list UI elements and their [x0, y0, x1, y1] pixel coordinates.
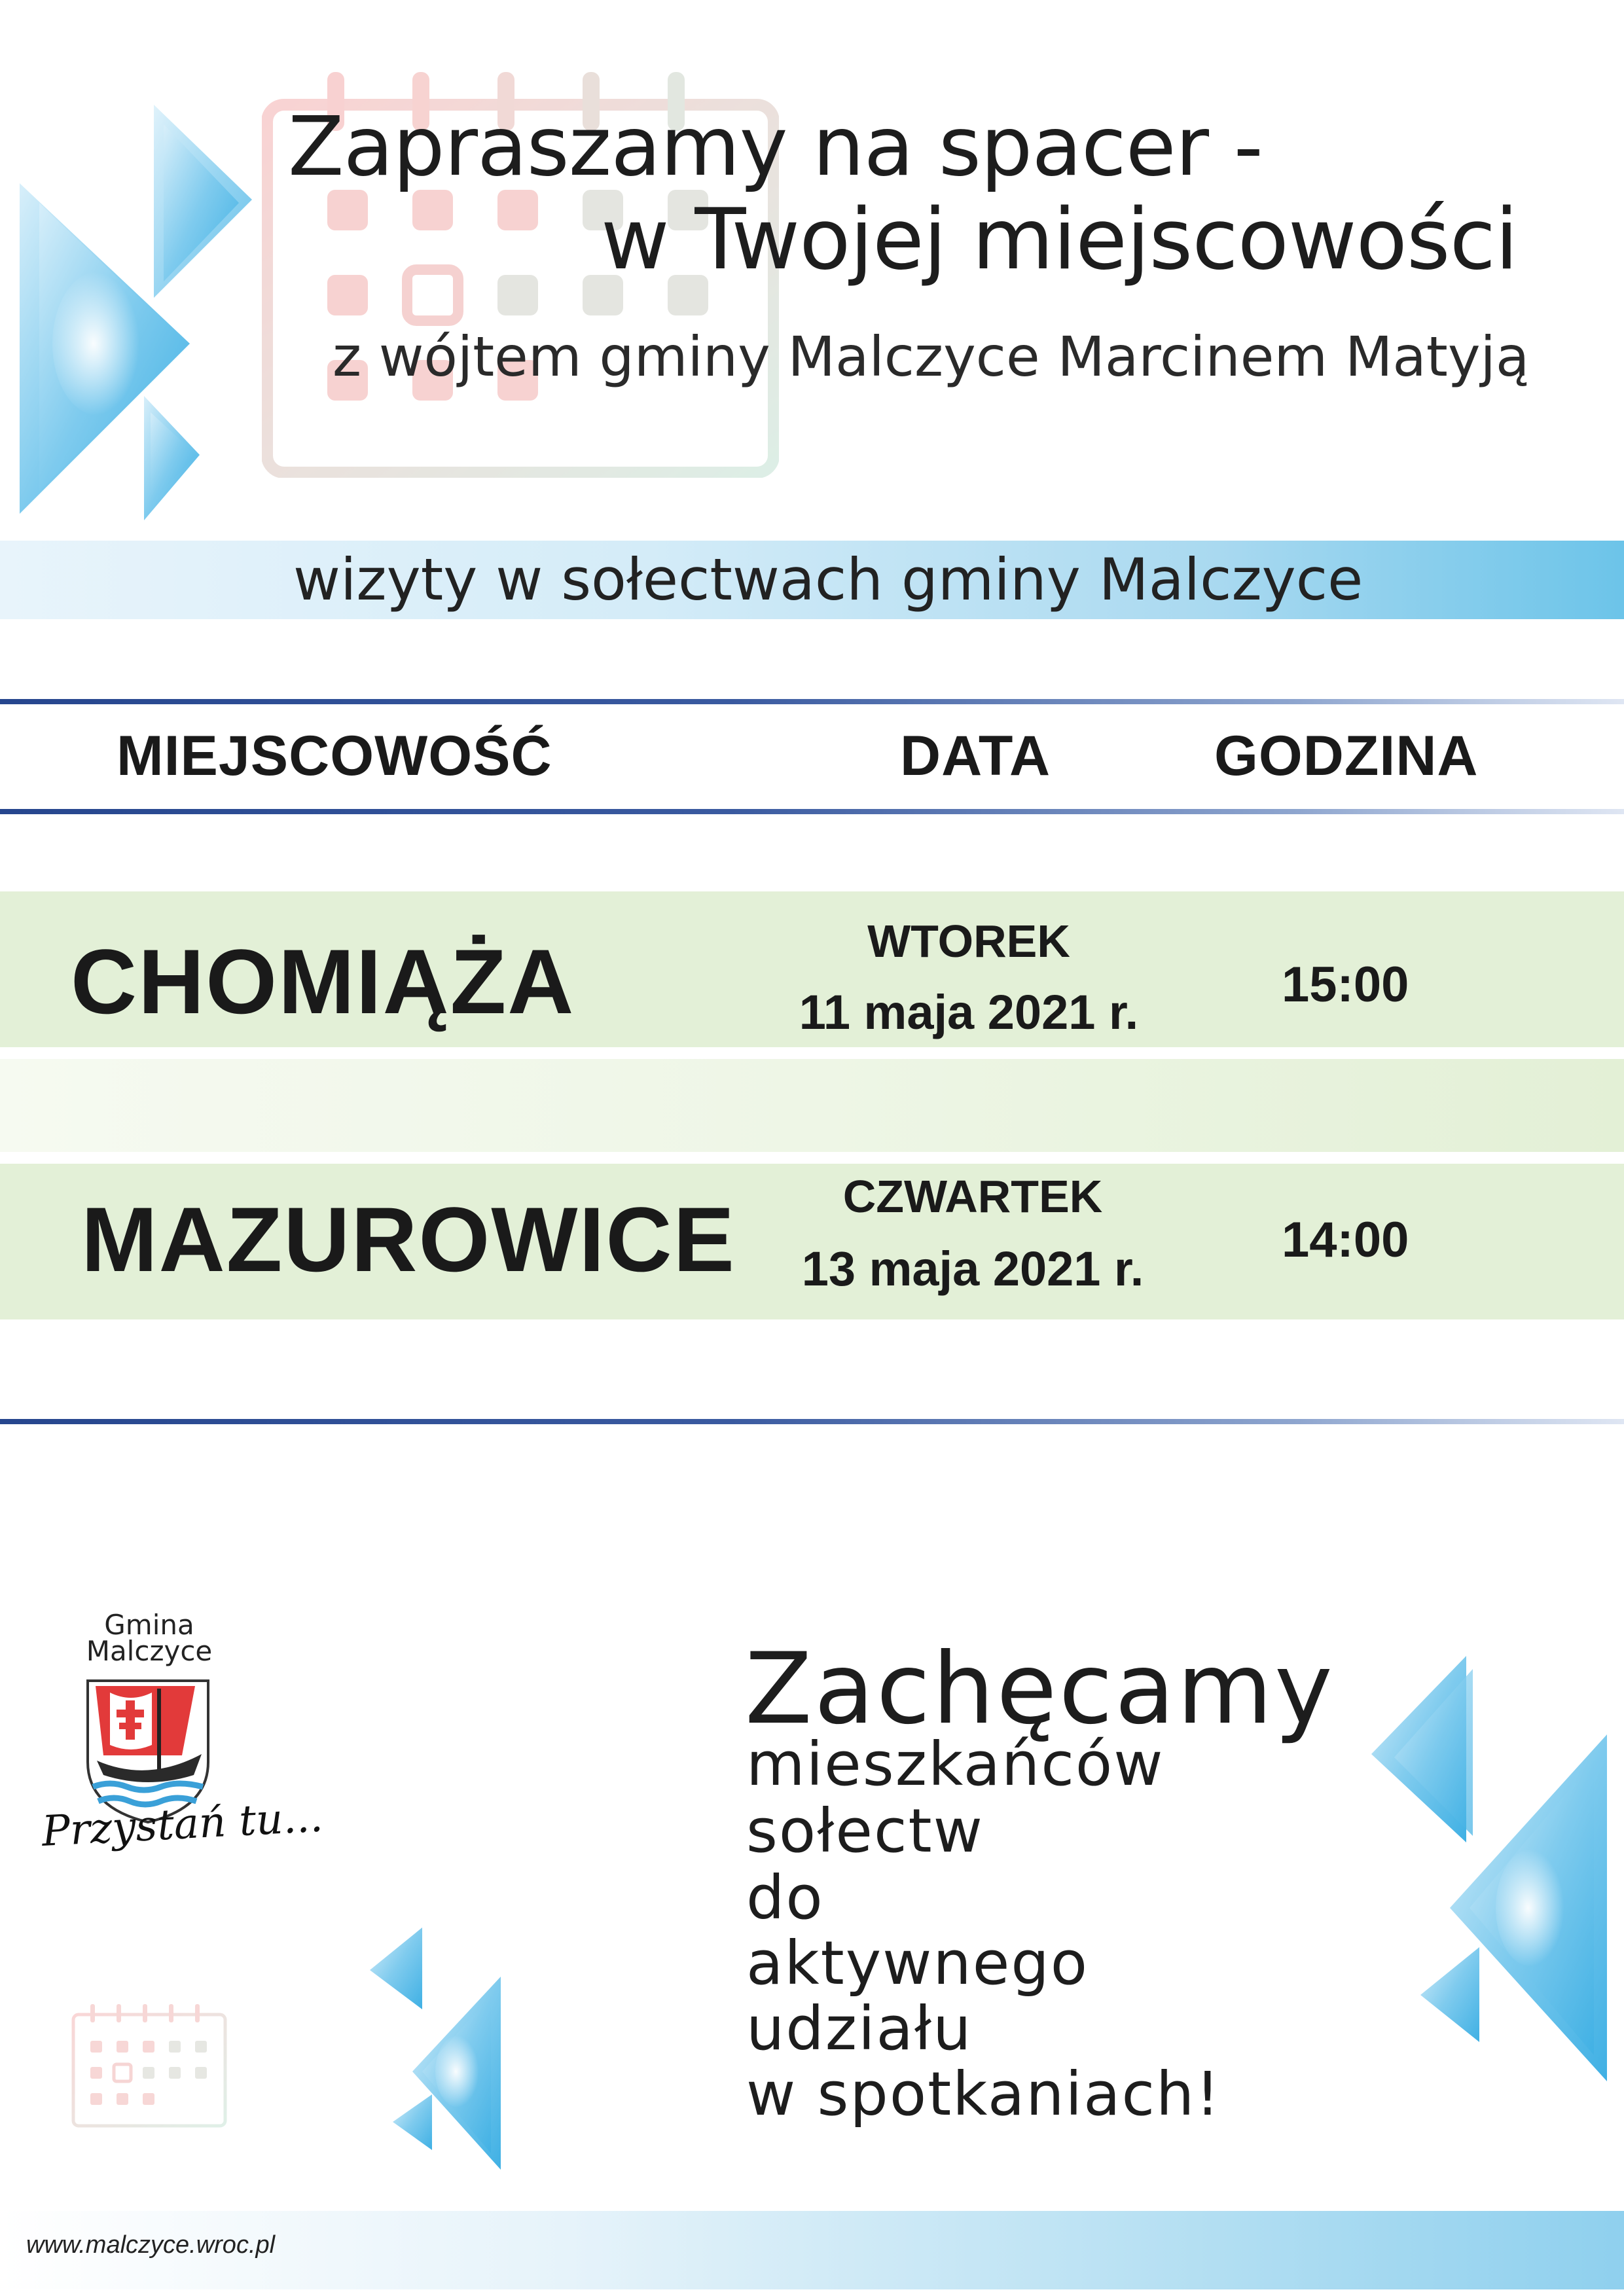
row-day: WTOREK: [867, 916, 1070, 967]
triangle-decoration: [367, 1924, 511, 2173]
column-header-date: DATA: [900, 725, 1051, 787]
page-title-line1: Zapraszamy na spacer -: [288, 99, 1263, 194]
encouragement-line: mieszkańców: [746, 1729, 1164, 1799]
encouragement-line: aktywnego: [746, 1928, 1089, 1998]
row-separator: [0, 1059, 1624, 1152]
page-title-line2: w Twojej miejscowości: [601, 191, 1518, 289]
header-bottom-rule: [0, 809, 1624, 814]
footer-url-link[interactable]: www.malczyce.wroc.pl: [26, 2231, 276, 2259]
triangle-decoration: [13, 98, 262, 524]
column-header-place: MIEJSCOWOŚĆ: [117, 725, 552, 787]
calendar-icon: [71, 2004, 228, 2128]
encouragement-line: sołectw: [746, 1796, 984, 1866]
encouragement-line: udziału: [746, 1994, 973, 2064]
banner-text: wizyty w sołectwach gminy Malczyce: [293, 546, 1363, 613]
row-date: 11 maja 2021 r.: [799, 985, 1139, 1039]
logo-text-gmina: Gmina: [104, 1609, 194, 1641]
row-time: 15:00: [1282, 957, 1409, 1013]
triangle-decoration: [1368, 1649, 1610, 2088]
row-day: CZWARTEK: [842, 1171, 1103, 1222]
logo-text-malczyce: Malczyce: [86, 1635, 213, 1667]
table-top-rule: [0, 699, 1624, 704]
row-place: MAZUROWICE: [81, 1188, 736, 1291]
row-time: 14:00: [1282, 1212, 1409, 1268]
row-date: 13 maja 2021 r.: [801, 1242, 1144, 1296]
encouragement-heading: Zachęcamy: [745, 1632, 1335, 1746]
page-subtitle: z wójtem gminy Malczyce Marcinem Matyją: [333, 325, 1530, 389]
logo-motto: Przystań tu...: [41, 1793, 325, 1856]
column-header-time: GODZINA: [1214, 725, 1479, 787]
row-place: CHOMIĄŻA: [71, 930, 575, 1033]
encouragement-line: do: [746, 1863, 824, 1933]
table-bottom-rule: [0, 1419, 1624, 1424]
encouragement-line: w spotkaniach!: [746, 2059, 1221, 2129]
